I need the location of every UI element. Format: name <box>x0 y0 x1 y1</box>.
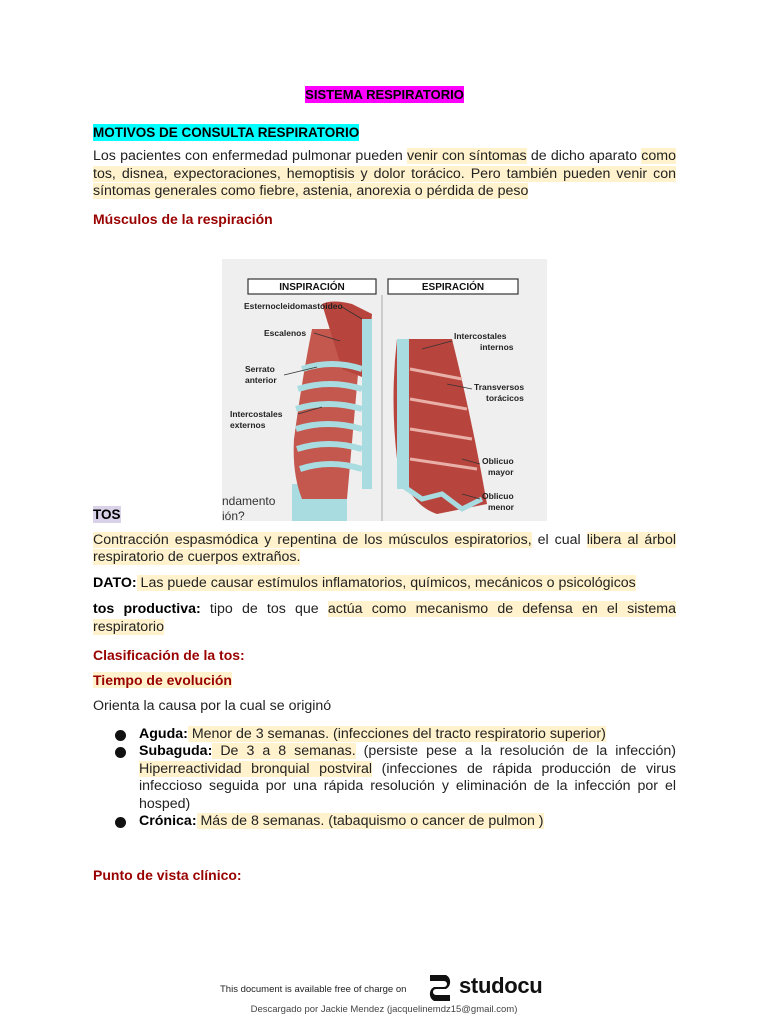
label-oblicuo-menor: Oblicuo <box>482 491 514 501</box>
heading-tiempo-evolucion <box>93 672 676 688</box>
label-mayor: mayor <box>488 467 514 477</box>
paragraph-dato <box>93 575 676 593</box>
bullet-icon <box>115 730 126 741</box>
highlight-run: venir con síntomas <box>406 148 527 164</box>
label-anterior: anterior <box>245 375 277 385</box>
label-menor: menor <box>488 502 514 512</box>
label-intercostales-internos: Intercostales <box>454 331 507 341</box>
text-run: de dicho aparato <box>526 148 642 164</box>
bullet-icon <box>115 817 126 828</box>
highlight-run: Contracción espasmódica y repentina de los músculos espiratorios, <box>93 531 532 548</box>
respiratory-muscles-illustration <box>222 259 547 521</box>
dato-label: DATO: <box>93 574 137 591</box>
highlight-run: Las puede causar estímulos inflamatorios, químicos, mecánicos o psicológicos <box>136 574 636 591</box>
tos-productiva-label: tos productiva: <box>93 601 201 617</box>
bullet-icon <box>115 747 126 758</box>
paragraph-motivos <box>93 148 676 201</box>
highlight-run: Menor de 3 semanas. (infecciones del tracto respiratorio superior) <box>187 725 606 742</box>
heading-punto-vista: Punto de vista clínico: <box>93 866 242 883</box>
heading-tos: TOS <box>93 506 121 522</box>
label-inspiracion: INSPIRACIÓN <box>279 282 345 293</box>
label-esternocleidomastoideo: Esternocleidomastoideo <box>244 301 343 311</box>
item-label: Crónica: <box>139 813 197 829</box>
text-run: tipo de tos que <box>200 601 328 617</box>
label-externos: externos <box>230 420 266 430</box>
corner-text-2: ión? <box>222 509 245 521</box>
highlight-run: Hiperreactividad bronquial postviral <box>139 760 373 777</box>
highlight-run: actúa como mecanismo de defensa en el sistema respiratorio <box>93 601 676 635</box>
highlight-run: libera al árbol respiratorio de cuerpos extraños. <box>93 531 676 565</box>
downloaded-by-text: Descargado por Jackie Mendez (jacquelinemdz15@gmail.com) <box>250 1004 518 1015</box>
document-title: SISTEMA RESPIRATORIO <box>305 87 464 102</box>
item-label: Aguda: <box>139 725 188 742</box>
label-espiracion: ESPIRACIÓN <box>421 282 485 293</box>
text-run: el cual <box>531 531 587 548</box>
label-toracicos: torácicos <box>486 393 524 403</box>
list-item-aguda <box>93 726 676 744</box>
label-serrato: Serrato <box>245 364 275 374</box>
highlight-run: como tos, disnea, expectoraciones, hemoptisis y dolor torácico. Pero también pueden venir con síntomas generales como fiebre, astenia, anorexia o pérdida de peso <box>93 148 676 199</box>
text-run: Los pacientes con enfermedad pulmonar pueden <box>93 148 407 164</box>
studocu-brand[interactable]: studocu <box>459 973 543 998</box>
footer <box>0 968 768 1024</box>
section-heading-row <box>93 124 676 142</box>
list-item-cronica <box>93 813 676 831</box>
label-intercostales-externos: Intercostales <box>230 409 283 419</box>
list-item-subaguda <box>93 743 676 813</box>
bullet-list-evolucion <box>93 726 676 831</box>
studocu-logo-icon[interactable] <box>424 972 456 1004</box>
label-oblicuo-mayor: Oblicuo <box>482 456 514 466</box>
highlight-run: Tiempo de evolución <box>93 672 232 688</box>
highlight-run: Más de 8 semanas. (tabaquismo o cancer de pulmon ) <box>196 813 544 829</box>
heading-clasificacion: Clasificación de la tos: <box>93 647 245 663</box>
paragraph-tos-productiva <box>93 601 676 636</box>
text-run: (infecciones de rápida producción de virus infeccioso seguida por una rápida resolución y eliminación de la infección por el hosped) <box>139 760 676 812</box>
section-heading-motivos: MOTIVOS DE CONSULTA RESPIRATORIO <box>93 125 360 140</box>
item-label: Subaguda: <box>139 743 213 759</box>
label-escalenos: Escalenos <box>264 328 307 338</box>
footer-available-text: This document is available free of charge on <box>220 984 407 995</box>
respiratory-muscles-figure <box>222 259 547 521</box>
paragraph-tos <box>93 532 676 567</box>
highlight-run: De 3 a 8 semanas. <box>212 743 356 759</box>
label-transversos: Transversos <box>474 382 525 392</box>
paragraph-orienta: Orienta la causa por la cual se originó <box>93 698 332 714</box>
corner-text-1: ndamento <box>222 494 276 508</box>
title-row <box>93 86 676 104</box>
heading-musculos: Músculos de la respiración <box>93 210 273 227</box>
label-internos: internos <box>480 342 514 352</box>
text-run: (persiste pese a la resolución de la infección) <box>355 743 676 759</box>
